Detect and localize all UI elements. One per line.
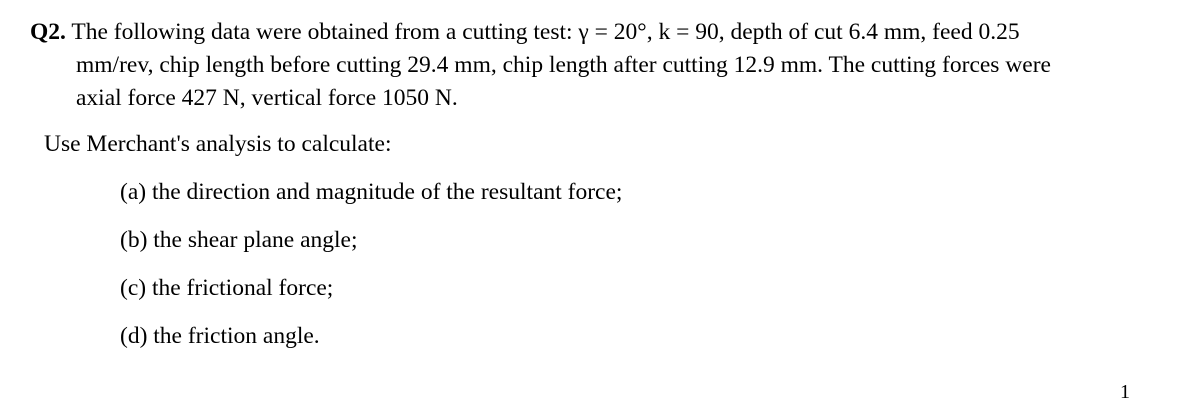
question-text-line-2: mm/rev, chip length before cutting 29.4 mm, chip length after cutting 12.9 mm. The cutting forces were [76,52,1051,78]
question-block [30,16,1140,115]
question-label: Q2. [30,19,66,45]
page-number: 1 [1120,381,1130,403]
sub-question-b: (b) the shear plane angle; [120,227,358,253]
sub-question-a: (a) the direction and magnitude of the resultant force; [120,179,623,205]
question-continuation [30,49,1140,115]
sub-question-list [120,176,622,368]
question-text-line-3: axial force 427 N, vertical force 1050 N. [76,85,458,111]
sub-question-d: (d) the friction angle. [120,323,320,349]
instruction-text: Use Merchant's analysis to calculate: [44,131,392,157]
sub-question-c: (c) the frictional force; [120,275,334,301]
question-line-1 [30,16,1140,49]
question-text-line-1: The following data were obtained from a cutting test: γ = 20°, k = 90, depth of cut 6.4 mm, feed 0.25 [71,19,1020,45]
